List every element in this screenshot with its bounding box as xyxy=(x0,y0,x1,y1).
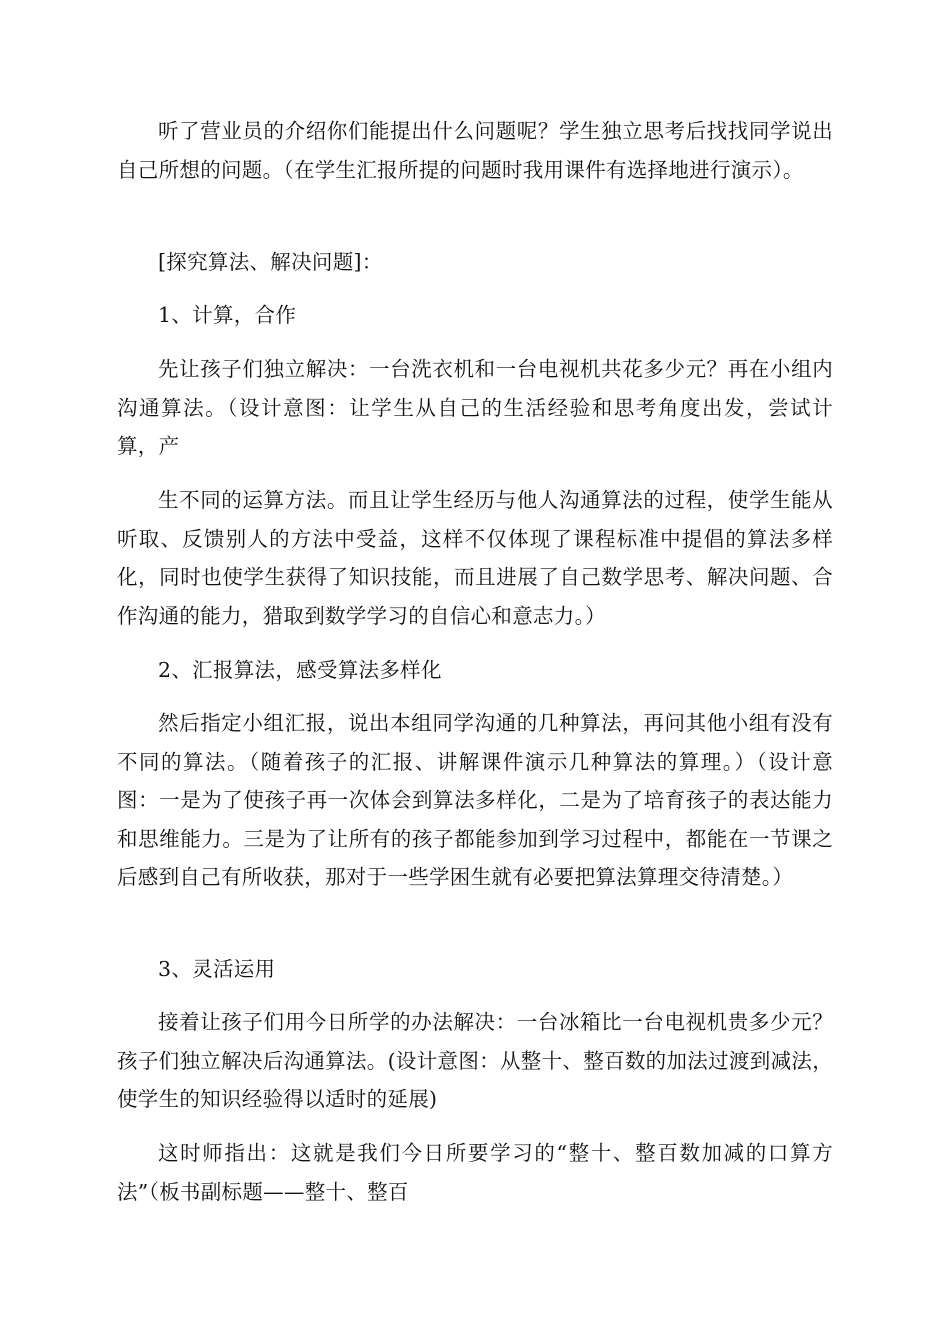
step-heading-1: 1、计算，合作 xyxy=(158,303,297,327)
section-heading-explore: [探究算法、解决问题]： xyxy=(158,250,383,274)
paragraph-flexible-use: 接着让孩子们用今日所学的办法解决：一台冰箱比一台电视机贵多少元？孩子们独立解决后沟通算法。(设计意图：从整十、整百数的加法过渡到减法，使学生的知识经验得以适时的延展) xyxy=(117,1010,833,1111)
paragraph-intro-question: 听了营业员的介绍你们能提出什么问题呢？学生独立思考后找找同学说出自己所想的问题。（在学生汇报所提的问题时我用课件有选择地进行演示）。 xyxy=(117,119,833,182)
paragraph-independent-solve: 先让孩子们独立解决：一台洗衣机和一台电视机共花多少元？再在小组内沟通算法。（设计意图：让学生从自己的生活经验和思考角度出发，尝试计算，产 xyxy=(117,357,833,458)
paragraph-teacher-summary: 这时师指出：这就是我们今日所要学习的“整十、整百数加减的口算方法”（板书副标题——整十、整百 xyxy=(117,1141,833,1204)
paragraph-diverse-methods: 生不同的运算方法。而且让学生经历与他人沟通算法的过程，使学生能从听取、反馈别人的方法中受益，这样不仅体现了课程标准中提倡的算法多样化，同时也使学生获得了知识技能，而且进展了自己数学思考、解决问题、合作沟通的能力，猎取到数学学习的自信心和意志力。） xyxy=(117,488,833,628)
paragraph-group-report: 然后指定小组汇报，说出本组同学沟通的几种算法，再问其他小组有没有不同的算法。（随着孩子的汇报、讲解课件演示几种算法的算理。）（设计意图：一是为了使孩子再一次体会到算法多样化，二是为了培育孩子的表达能力和思维能力。三是为了让所有的孩子都能参加到学习过程中，都能在一节课之后感到自己有所收获，那对于一些学困生就有必要把算法算理交待清楚。） xyxy=(117,711,833,889)
step-heading-2: 2、汇报算法，感受算法多样化 xyxy=(158,658,442,682)
step-heading-3: 3、灵活运用 xyxy=(158,957,276,981)
